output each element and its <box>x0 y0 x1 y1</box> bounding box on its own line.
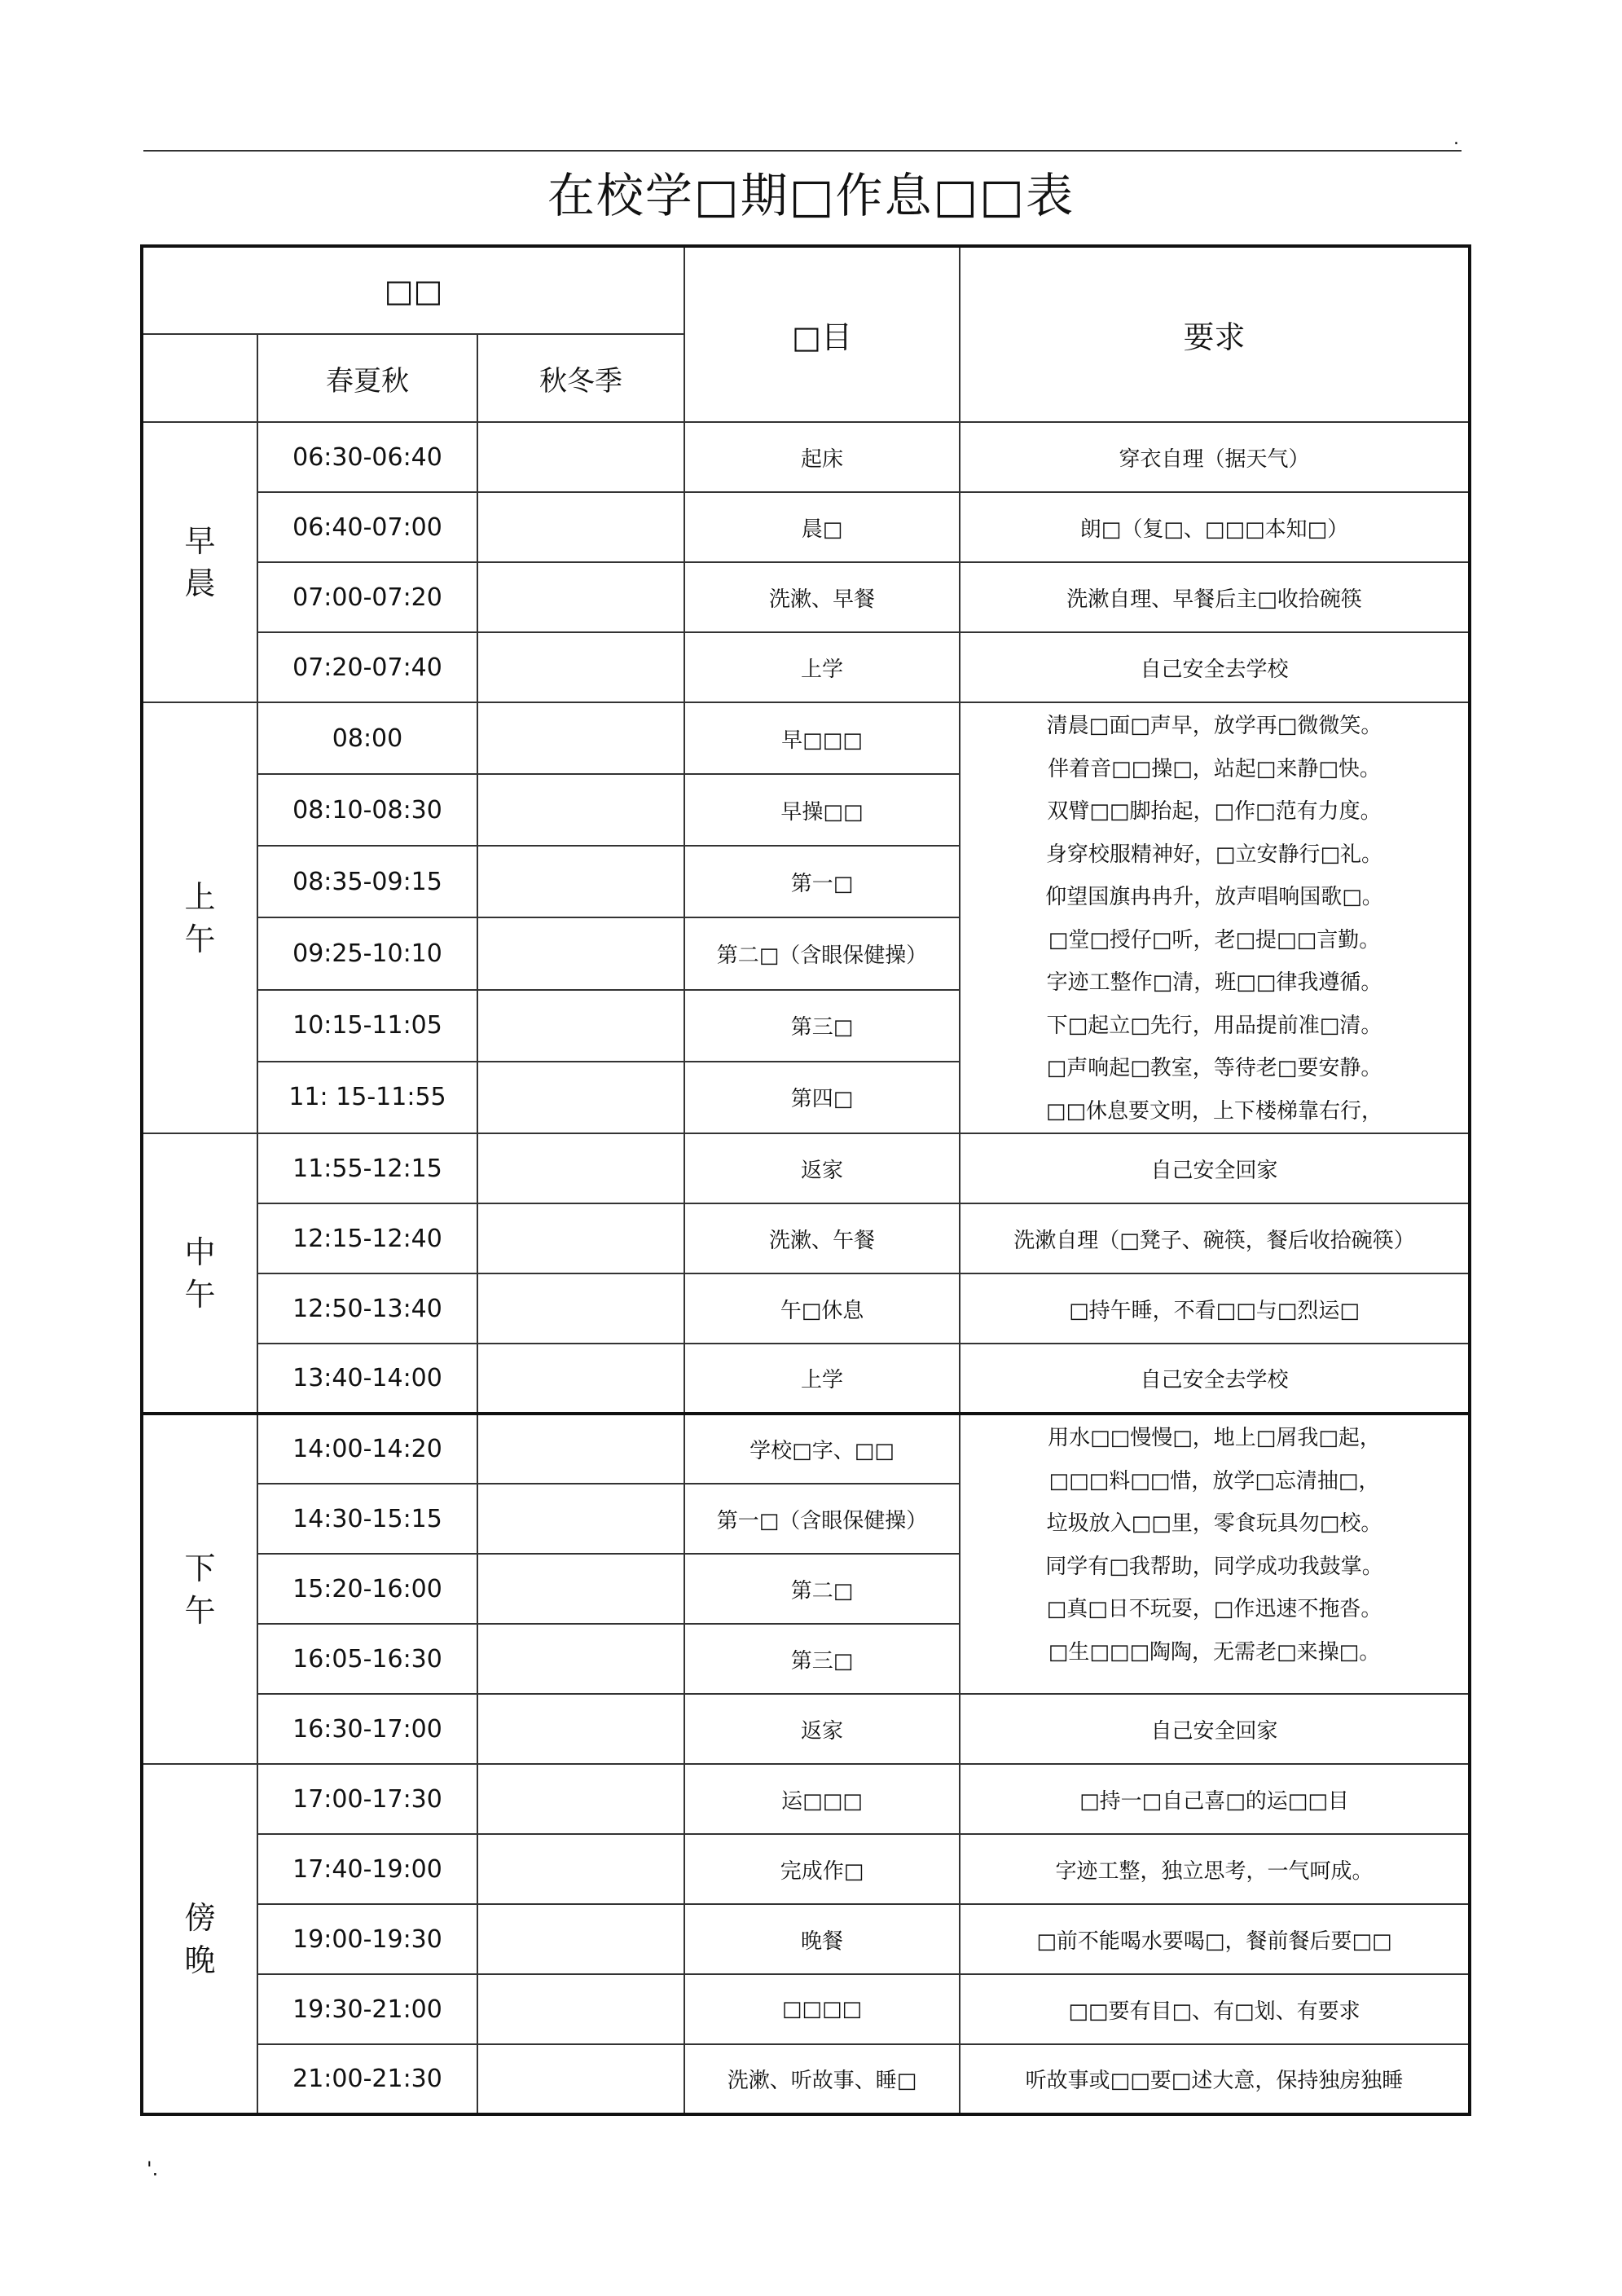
empty-cell <box>477 1554 684 1624</box>
item-cell: 晚餐 <box>684 1904 960 1974</box>
item-cell: 洗漱、早餐 <box>684 562 960 632</box>
item-cell: 第一□ <box>684 846 960 917</box>
time-cell: 17:00-17:30 <box>257 1764 477 1834</box>
table-row <box>142 1414 1470 1484</box>
requirement-cell: 听故事或□□要□述大意，保持独房独睡 <box>960 2044 1470 2114</box>
time-cell: 06:30-06:40 <box>257 422 477 492</box>
requirement-line: 用水□□慢慢□，地上□屑我□起， <box>1048 1426 1381 1450</box>
period-label: 中 午 <box>142 1133 257 1414</box>
requirement-line: 双臂□□脚抬起，□作□范有力度。 <box>1047 799 1382 824</box>
time-cell: 17:40-19:00 <box>257 1834 477 1904</box>
time-cell: 08:00 <box>257 702 477 774</box>
empty-cell <box>477 1203 684 1273</box>
item-cell: 第三□ <box>684 1624 960 1694</box>
requirement-cell: 穿衣自理（据天气） <box>960 422 1470 492</box>
page-title: 在校学□期□作息□□表 <box>547 168 1075 223</box>
item-cell: 上学 <box>684 632 960 702</box>
item-cell: 第一□（含眼保健操） <box>684 1484 960 1554</box>
period-label: 傍 晚 <box>142 1764 257 2114</box>
table-row <box>142 492 1470 562</box>
empty-cell <box>477 2044 684 2114</box>
empty-cell <box>477 702 684 774</box>
item-cell: 第二□（含眼保健操） <box>684 917 960 989</box>
footer-mark: '. <box>147 2157 159 2180</box>
header-item: □目 <box>684 246 960 422</box>
period-label: 上 午 <box>142 702 257 1133</box>
period-label: 下 午 <box>142 1414 257 1764</box>
requirement-cell: 朗□（复□、□□□本知□） <box>960 492 1470 562</box>
item-cell: 返家 <box>684 1694 960 1764</box>
time-cell: 12:15-12:40 <box>257 1203 477 1273</box>
time-cell: 06:40-07:00 <box>257 492 477 562</box>
top-mark: . <box>1453 129 1459 149</box>
time-cell: 11: 15-11:55 <box>257 1062 477 1133</box>
requirement-line: □声响起□教室，等待老□要安静。 <box>1046 1056 1382 1080</box>
empty-cell <box>477 917 684 989</box>
header-autumn: 秋冬季 <box>477 334 684 422</box>
empty-cell <box>477 1062 684 1133</box>
item-cell: 第四□ <box>684 1062 960 1133</box>
table-row <box>142 1203 1470 1273</box>
requirement-cell: □□要有目□、有□划、有要求 <box>960 1974 1470 2044</box>
item-cell: 第二□ <box>684 1554 960 1624</box>
time-cell: 09:25-10:10 <box>257 917 477 989</box>
requirement-line: 身穿校服精神好，□立安静行□礼。 <box>1045 842 1383 867</box>
requirement-line: □真□日不玩耍，□作迅速不拖沓。 <box>1046 1597 1382 1621</box>
table-row <box>142 2044 1470 2114</box>
empty-cell <box>477 492 684 562</box>
empty-cell <box>477 1624 684 1694</box>
empty-cell <box>477 1273 684 1344</box>
requirement-line: 字迹工整作□清，班□□律我遵循。 <box>1046 970 1382 995</box>
table-row <box>142 1764 1470 1834</box>
item-cell: 完成作□ <box>684 1834 960 1904</box>
empty-cell <box>477 1484 684 1554</box>
item-cell: 起床 <box>684 422 960 492</box>
table-row <box>142 1834 1470 1904</box>
requirement-cell: 洗漱自理、早餐后主□收拾碗筷 <box>960 562 1470 632</box>
item-cell: 早□□□ <box>684 702 960 774</box>
requirement-line: 清晨□面□声早，放学再□微微笑。 <box>1046 714 1382 738</box>
requirement-line: □堂□授仔□听，老□提□□言勤。 <box>1048 927 1381 952</box>
time-cell: 08:35-09:15 <box>257 846 477 917</box>
afternoon-requirements <box>960 1414 1470 1694</box>
requirement-line: 下□起立□先行，用品提前准□清。 <box>1046 1013 1382 1038</box>
table-row <box>142 1273 1470 1344</box>
item-cell: 上学 <box>684 1344 960 1414</box>
requirement-cell: □前不能喝水要喝□，餐前餐后要□□ <box>960 1904 1470 1974</box>
empty-cell <box>477 1344 684 1414</box>
item-cell: 运□□□ <box>684 1764 960 1834</box>
requirement-cell: 字迹工整，独立思考，一气呵成。 <box>960 1834 1470 1904</box>
period-label: 早 晨 <box>142 422 257 702</box>
table-row <box>142 422 1470 492</box>
empty-cell <box>477 562 684 632</box>
requirement-cell: 洗漱自理（□凳子、碗筷，餐后收拾碗筷） <box>960 1203 1470 1273</box>
item-cell: 学校□字、□□ <box>684 1414 960 1484</box>
empty-cell <box>477 1133 684 1203</box>
table-row <box>142 702 1470 774</box>
table-row <box>142 1694 1470 1764</box>
time-cell: 10:15-11:05 <box>257 990 477 1062</box>
requirement-cell: □持一□自己喜□的运□□目 <box>960 1764 1470 1834</box>
empty-cell <box>477 1414 684 1484</box>
time-cell: 12:50-13:40 <box>257 1273 477 1344</box>
time-cell: 07:20-07:40 <box>257 632 477 702</box>
requirement-line: 垃圾放入□□里，零食玩具勿□校。 <box>1046 1511 1382 1536</box>
requirement-line: □□休息要文明，上下楼梯靠右行， <box>1045 1098 1383 1124</box>
table-row <box>142 562 1470 632</box>
requirement-line: 伴着音□□操□，站起□来静□快。 <box>1048 756 1381 781</box>
time-cell: 15:20-16:00 <box>257 1554 477 1624</box>
time-cell: 11:55-12:15 <box>257 1133 477 1203</box>
time-cell: 16:05-16:30 <box>257 1624 477 1694</box>
table-row <box>142 1974 1470 2044</box>
empty-cell <box>477 422 684 492</box>
empty-cell <box>477 1974 684 2044</box>
time-cell: 21:00-21:30 <box>257 2044 477 2114</box>
item-cell: 洗漱、听故事、睡□ <box>684 2044 960 2114</box>
header-row <box>142 246 1470 334</box>
empty-cell <box>477 774 684 846</box>
empty-cell <box>477 1764 684 1834</box>
table-row <box>142 632 1470 702</box>
item-cell: 午□休息 <box>684 1273 960 1344</box>
morning-requirements <box>960 702 1470 1133</box>
requirement-line: 仰望国旗冉冉升，放声唱响国歌□。 <box>1045 885 1383 909</box>
item-cell: 返家 <box>684 1133 960 1203</box>
time-cell: 14:30-15:15 <box>257 1484 477 1554</box>
requirement-cell: 自己安全去学校 <box>960 632 1470 702</box>
item-cell: 洗漱、午餐 <box>684 1203 960 1273</box>
time-cell: 14:00-14:20 <box>257 1414 477 1484</box>
time-cell: 08:10-08:30 <box>257 774 477 846</box>
requirement-cell: 自己安全去学校 <box>960 1344 1470 1414</box>
empty-cell <box>477 632 684 702</box>
time-cell: 16:30-17:00 <box>257 1694 477 1764</box>
header-time: □□ <box>142 246 684 334</box>
empty-cell <box>477 990 684 1062</box>
empty-cell <box>477 1834 684 1904</box>
table-row <box>142 1904 1470 1974</box>
empty-cell <box>477 1904 684 1974</box>
empty-cell <box>477 1694 684 1764</box>
requirement-line: □□□料□□惜，放学□忘清抽□， <box>1048 1468 1380 1493</box>
time-cell: 13:40-14:00 <box>257 1344 477 1414</box>
item-cell: 晨□ <box>684 492 960 562</box>
top-rule <box>143 150 1462 152</box>
requirement-cell: 自己安全回家 <box>960 1133 1470 1203</box>
requirement-line: □生□□□陶陶，无需老□来操□。 <box>1048 1639 1381 1665</box>
header-blank <box>142 334 257 422</box>
empty-cell <box>477 846 684 917</box>
item-cell: □□□□ <box>684 1974 960 2044</box>
item-cell: 第三□ <box>684 990 960 1062</box>
requirement-cell: □持午睡，不看□□与□烈运□ <box>960 1273 1470 1344</box>
requirement-cell: 自己安全回家 <box>960 1694 1470 1764</box>
time-cell: 19:00-19:30 <box>257 1904 477 1974</box>
time-cell: 19:30-21:00 <box>257 1974 477 2044</box>
item-cell: 早操□□ <box>684 774 960 846</box>
requirement-line: 同学有□我帮助，同学成功我鼓掌。 <box>1045 1554 1383 1579</box>
header-requirement: 要求 <box>960 246 1470 422</box>
time-cell: 07:00-07:20 <box>257 562 477 632</box>
table-row <box>142 1344 1470 1414</box>
header-spring: 春夏秋 <box>257 334 477 422</box>
schedule-table <box>140 244 1471 2116</box>
table-row <box>142 1133 1470 1203</box>
